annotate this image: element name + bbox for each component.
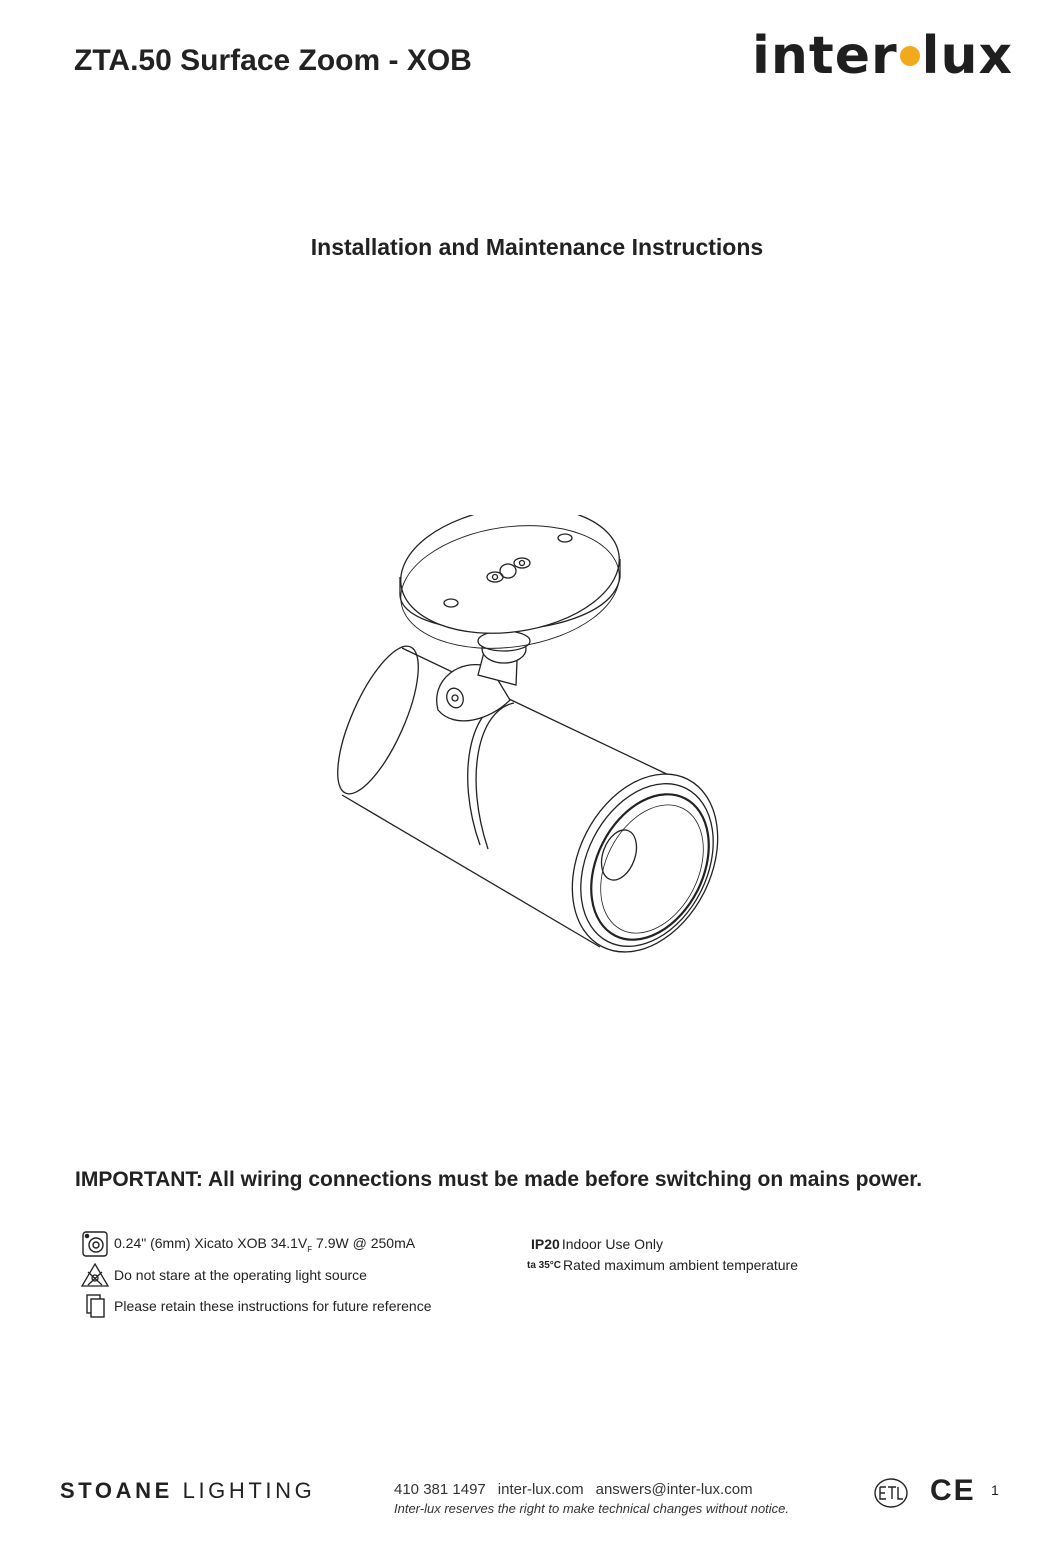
page-number: 1: [991, 1482, 999, 1498]
logo-dot: [900, 46, 920, 66]
no-stare-text: Do not stare at the operating light source: [114, 1267, 367, 1283]
no-stare-icon: [80, 1260, 110, 1290]
interlux-logo: [752, 26, 1013, 86]
document-subtitle: Installation and Maintenance Instructions: [310, 234, 764, 260]
etl-mark-icon: [872, 1476, 910, 1510]
disclaimer: Inter-lux reserves the right to make technical changes without notice.: [394, 1501, 790, 1516]
ta-code: ta 35°C: [527, 1259, 562, 1271]
website-link[interactable]: inter-lux.com: [497, 1481, 584, 1498]
ip-text: Indoor Use Only: [561, 1236, 663, 1252]
phone-number: 410 381 1497: [394, 1481, 486, 1498]
contact-line: [394, 1481, 765, 1498]
spec-light-source: [80, 1229, 415, 1259]
important-notice: IMPORTANT: All wiring connections must be made before switching on mains power.: [75, 1168, 923, 1191]
logo-text-right: lux: [921, 26, 1014, 86]
spec-ip-rating: [531, 1236, 663, 1252]
stoane-lighting-brand: STOANE LIGHTING: [60, 1478, 316, 1503]
light-source-spec-text: 0.24" (6mm) Xicato XOB $34.1V_F$ 7.9W @ 250mA: [114, 1234, 416, 1254]
retain-text: Please retain these instructions for future reference: [114, 1298, 432, 1314]
spec-retain: [80, 1291, 432, 1321]
ip-code: IP20: [531, 1236, 560, 1252]
email-link[interactable]: answers@inter-lux.com: [595, 1481, 753, 1498]
ce-mark: CE: [930, 1474, 976, 1507]
led-source-icon: [80, 1229, 110, 1259]
page-title: ZTA.50 Surface Zoom - XOB: [74, 44, 472, 77]
spec-no-stare: [80, 1260, 367, 1290]
logo-text-left: inter: [752, 26, 898, 86]
ta-text: Rated maximum ambient temperature: [563, 1257, 799, 1273]
fixture-illustration: [330, 515, 730, 955]
document-icon: [80, 1291, 110, 1321]
spec-ambient-temp: [527, 1257, 798, 1273]
